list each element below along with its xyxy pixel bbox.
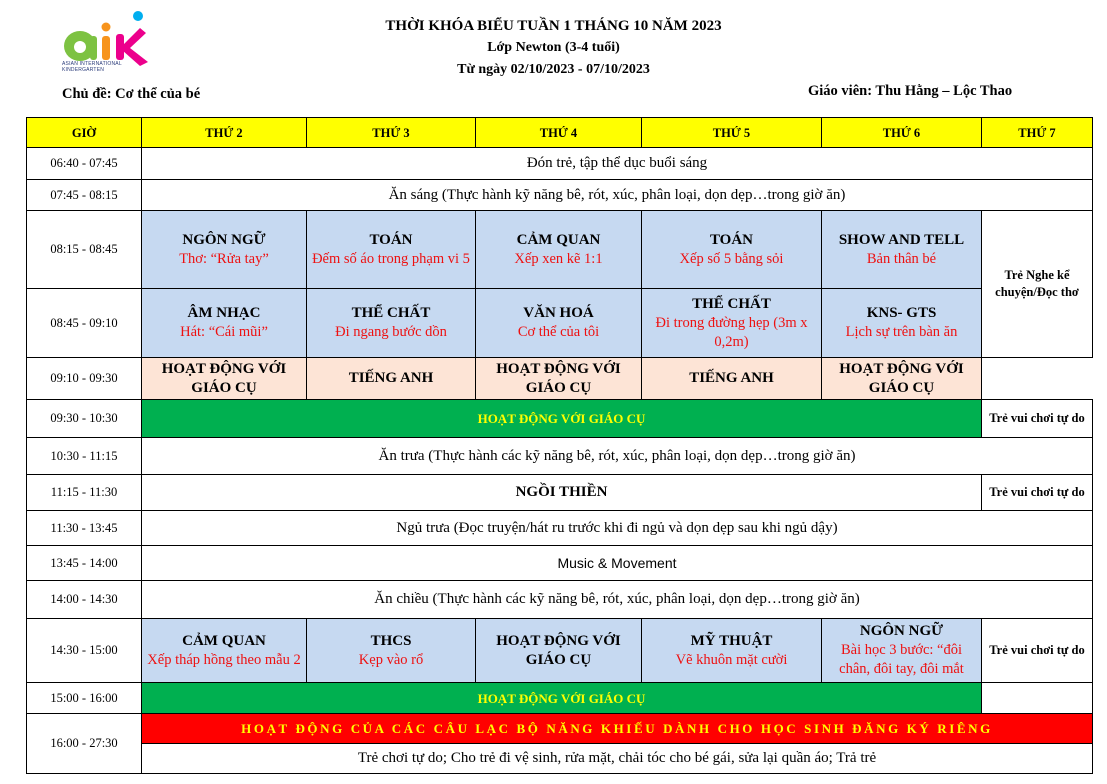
lesson-detail: Kẹp vào rổ — [358, 651, 424, 668]
time-cell: 11:30 - 13:45 — [27, 511, 142, 546]
lesson-cell — [642, 289, 822, 358]
lesson-cell — [642, 211, 822, 289]
lesson-subject: ÂM NHẠC — [187, 305, 261, 321]
activity-cell: Ăn trưa (Thực hành các kỹ năng bê, rót, xúc, phân loại, dọn dẹp…trong giờ ăn) — [142, 438, 1093, 475]
teacher-label: Giáo viên: Thu Hằng – Lộc Thao — [808, 83, 1013, 99]
saturday-cell: Trẻ Nghe kể chuyện/Đọc thơ — [982, 211, 1093, 358]
col-header-sat: THỨ 7 — [982, 118, 1093, 148]
table-row — [27, 714, 1093, 744]
col-header-wed: THỨ 4 — [476, 118, 642, 148]
class-name: Lớp Newton (3-4 tuổi) — [487, 40, 620, 55]
lesson-subject: NGÔN NGỮ — [182, 231, 266, 248]
table-row — [27, 211, 1093, 289]
time-cell: 11:15 - 11:30 — [27, 475, 142, 511]
activity-cell: Ăn chiều (Thực hành các kỹ năng bê, rót, xúc, phân loại, dọn dẹp…trong giờ ăn) — [142, 581, 1093, 619]
activity-cell: Trẻ chơi tự do; Cho trẻ đi vệ sinh, rửa mặt, chải tóc cho bé gái, sửa lại quần áo; Trả trẻ — [142, 744, 1093, 774]
lesson-detail: Vẽ khuôn mặt cười — [675, 651, 788, 668]
lesson-subject: THỂ CHẤT — [692, 295, 771, 312]
lesson-detail: Hát: “Cái mũi” — [180, 324, 268, 340]
lesson-detail: Đi trong đường hẹp (3m x 0,2m) — [655, 314, 808, 350]
lesson-subject: VĂN HOÁ — [523, 305, 594, 321]
lesson-cell — [822, 619, 982, 683]
activity-cell: HOẠT ĐỘNG VỚI GIÁO CỤ — [142, 400, 982, 438]
lesson-cell — [142, 211, 307, 289]
lesson-subject: MỸ THUẬT — [690, 632, 773, 649]
lesson-cell — [642, 619, 822, 683]
saturday-cell: Trẻ vui chơi tự do — [982, 475, 1093, 511]
club-activity-banner: HOẠT ĐỘNG CỦA CÁC CÂU LẠC BỘ NĂNG KHIẾU DÀNH CHO HỌC SINH ĐĂNG KÝ RIÊNG — [142, 714, 1093, 744]
date-range: Từ ngày 02/10/2023 - 07/10/2023 — [457, 62, 650, 77]
lesson-cell — [142, 619, 307, 683]
table-row — [27, 744, 1093, 774]
lesson-cell — [476, 619, 642, 683]
time-cell: 14:30 - 15:00 — [27, 619, 142, 683]
lesson-detail: Bài học 3 bước: “đôi chân, đôi tay, đôi mắt — [839, 642, 964, 677]
lesson-detail: Đếm số áo trong phạm vi 5 — [312, 250, 470, 267]
schedule-title: THỜI KHÓA BIỂU TUẦN 1 THÁNG 10 NĂM 2023 — [385, 18, 722, 34]
col-header-tue: THỨ 3 — [307, 118, 476, 148]
empty-cell — [982, 683, 1093, 714]
time-cell: 15:00 - 16:00 — [27, 683, 142, 714]
time-cell: 09:10 - 09:30 — [27, 358, 142, 400]
table-row — [27, 511, 1093, 546]
lesson-detail: Xếp xen kẽ 1:1 — [514, 250, 603, 267]
logo-subtitle: ASIAN INTERNATIONAL KINDERGARTEN — [62, 61, 122, 73]
activity-cell: TIẾNG ANH — [642, 358, 822, 400]
time-cell: 08:15 - 08:45 — [27, 211, 142, 289]
table-row — [27, 475, 1093, 511]
lesson-detail: Xếp tháp hồng theo mẫu 2 — [147, 651, 301, 668]
lesson-detail: Lịch sự trên bàn ăn — [845, 324, 958, 340]
lesson-subject: TOÁN — [709, 231, 754, 248]
table-row — [27, 358, 1093, 400]
activity-cell: HOẠT ĐỘNG VỚI GIÁO CỤ — [822, 358, 982, 400]
col-header-fri: THỨ 6 — [822, 118, 982, 148]
activity-cell: TIẾNG ANH — [307, 358, 476, 400]
lesson-cell — [476, 289, 642, 358]
table-row — [27, 438, 1093, 475]
lesson-subject: SHOW AND TELL — [838, 231, 965, 248]
time-cell: 09:30 - 10:30 — [27, 400, 142, 438]
saturday-cell: Trẻ vui chơi tự do — [982, 619, 1093, 683]
table-row — [27, 148, 1093, 180]
lesson-cell — [476, 211, 642, 289]
table-row — [27, 581, 1093, 619]
table-row — [27, 619, 1093, 683]
lesson-detail: Đi ngang bước dồn — [335, 324, 447, 340]
saturday-cell: Trẻ vui chơi tự do — [982, 400, 1093, 438]
time-cell: 08:45 - 09:10 — [27, 289, 142, 358]
topic-label: Chủ đề: Cơ thể của bé — [62, 86, 201, 102]
activity-cell: Đón trẻ, tập thể dục buổi sáng — [142, 148, 1093, 180]
lesson-subject: HOẠT ĐỘNG VỚI GIÁO CỤ — [496, 632, 621, 668]
lesson-detail: Cơ thể của tôi — [517, 324, 600, 340]
table-row — [27, 180, 1093, 211]
activity-cell: Music & Movement — [142, 546, 1093, 581]
lesson-cell — [307, 619, 476, 683]
lesson-detail: Bản thân bé — [866, 250, 937, 267]
table-row — [27, 546, 1093, 581]
lesson-cell — [307, 211, 476, 289]
activity-cell: HOẠT ĐỘNG VỚI GIÁO CỤ — [142, 683, 982, 714]
col-header-mon: THỨ 2 — [142, 118, 307, 148]
lesson-subject: TOÁN — [369, 231, 413, 248]
lesson-cell — [307, 289, 476, 358]
lesson-cell — [822, 211, 982, 289]
lesson-subject: CẢM QUAN — [182, 632, 266, 649]
lesson-subject: NGÔN NGỮ — [859, 623, 944, 639]
time-cell: 07:45 - 08:15 — [27, 180, 142, 211]
lesson-detail: Xếp số 5 bằng sỏi — [679, 250, 784, 267]
header-row — [27, 118, 1093, 148]
col-header-time: GIỜ — [27, 118, 142, 148]
time-cell: 13:45 - 14:00 — [27, 546, 142, 581]
lesson-subject: THCS — [370, 632, 412, 649]
activity-cell: HOẠT ĐỘNG VỚI GIÁO CỤ — [142, 358, 307, 400]
lesson-subject: THỂ CHẤT — [351, 305, 431, 321]
lesson-cell — [142, 289, 307, 358]
lesson-cell — [822, 289, 982, 358]
time-cell: 14:00 - 14:30 — [27, 581, 142, 619]
lesson-subject: KNS- GTS — [866, 305, 937, 321]
table-row — [27, 400, 1093, 438]
activity-cell: HOẠT ĐỘNG VỚI GIÁO CỤ — [476, 358, 642, 400]
table-row — [27, 289, 1093, 358]
timetable — [26, 117, 1093, 774]
activity-cell: Ăn sáng (Thực hành kỹ năng bê, rót, xúc, phân loại, dọn dẹp…trong giờ ăn) — [142, 180, 1093, 211]
table-row — [27, 683, 1093, 714]
lesson-subject: CẢM QUAN — [516, 231, 601, 248]
time-cell: 06:40 - 07:45 — [27, 148, 142, 180]
lesson-detail: Thơ: “Rửa tay” — [179, 250, 269, 267]
time-cell: 16:00 - 27:30 — [27, 714, 142, 774]
activity-cell: NGỒI THIỀN — [142, 475, 982, 511]
col-header-thu: THỨ 5 — [642, 118, 822, 148]
time-cell: 10:30 - 11:15 — [27, 438, 142, 475]
activity-cell: Ngủ trưa (Đọc truyện/hát ru trước khi đi ngủ và dọn dẹp sau khi ngủ dậy) — [142, 511, 1093, 546]
